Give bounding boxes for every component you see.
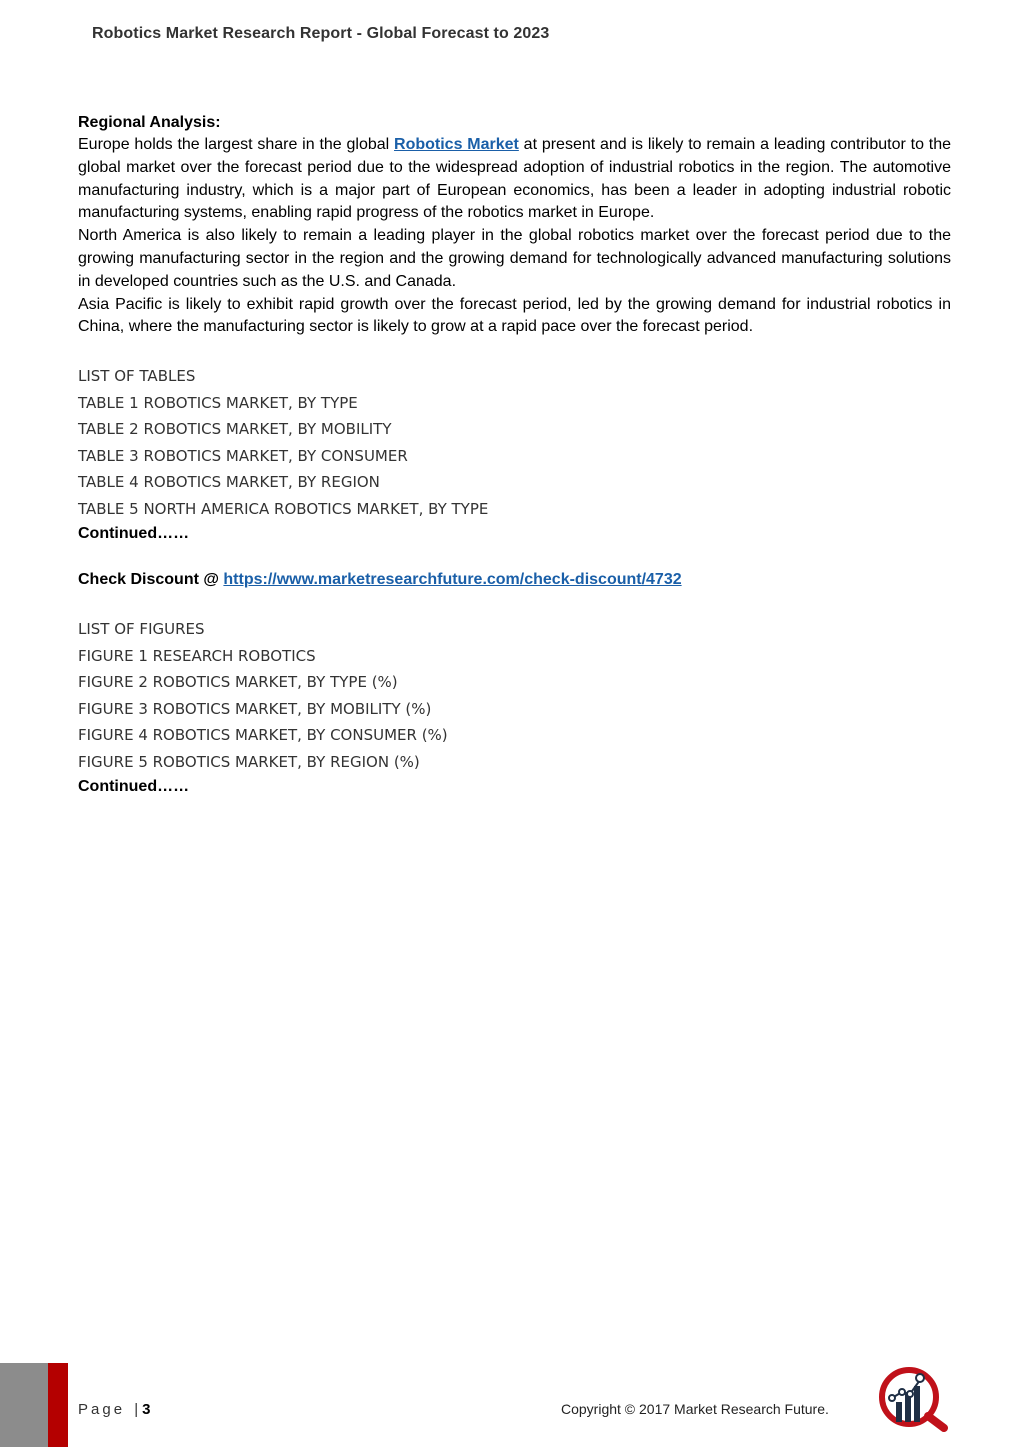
figure-list-item: FIGURE 3 ROBOTICS MARKET, BY MOBILITY (%): [78, 699, 432, 718]
table-list-item: TABLE 2 ROBOTICS MARKET, BY MOBILITY: [78, 420, 392, 439]
page-word: Page: [78, 1401, 126, 1418]
north-america-paragraph: North America is also likely to remain a leading player in the global robotics market over the forecast period due to the growing manufacturing sector in the region and the growing demand for technologically advanced manufacturing solutions in developed countries such as the U.S. and Canada.: [78, 227, 951, 290]
list-of-figures-heading: LIST OF FIGURES: [78, 620, 205, 639]
table-list-item: TABLE 3 ROBOTICS MARKET, BY CONSUMER: [78, 446, 408, 465]
figure-list-item: FIGURE 4 ROBOTICS MARKET, BY CONSUMER (%): [78, 726, 448, 745]
figure-list-item: FIGURE 1 RESEARCH ROBOTICS: [78, 646, 316, 665]
report-header-title: Robotics Market Research Report - Global Forecast to 2023: [92, 25, 550, 42]
regional-analysis-section: [78, 112, 951, 339]
asia-pacific-paragraph: Asia Pacific is likely to exhibit rapid growth over the forecast period, led by the growing demand for industrial robotics in China, where the manufacturing sector is likely to grow at a rapid pace over the forecast period.: [78, 295, 951, 336]
market-research-future-logo-icon: [876, 1364, 952, 1432]
copyright-notice: Copyright © 2017 Market Research Future.: [561, 1401, 829, 1417]
page-separator: |: [134, 1401, 139, 1418]
europe-paragraph: [78, 134, 951, 225]
check-discount-link[interactable]: https://www.marketresearchfuture.com/check-discount/4732: [223, 571, 682, 589]
figures-continued-label: Continued……: [78, 778, 190, 796]
list-of-figures: [78, 616, 951, 799]
europe-text-end: at present and is likely to remain a leading contributor to the global market over the forecast period due to the widespread adoption of industrial robotics in the region. The automotive manufacturing industry, which is a major part of European economics, has been a leader in adopting industrial robotic manufacturing systems, enabling rapid progress of the robotics market in Europe.: [78, 136, 952, 222]
check-discount-label: Check Discount @: [78, 571, 224, 589]
europe-text-start: Europe holds the largest share in the global: [78, 136, 395, 153]
footer-gray-bar: [0, 1363, 48, 1447]
page-number-label: [78, 1401, 150, 1418]
footer-red-bar: [48, 1363, 68, 1447]
check-discount-line: [78, 568, 951, 592]
regional-analysis-heading: Regional Analysis:: [78, 114, 221, 131]
figure-list-item: FIGURE 2 ROBOTICS MARKET, BY TYPE (%): [78, 673, 398, 692]
figure-list-item: FIGURE 5 ROBOTICS MARKET, BY REGION (%): [78, 752, 420, 771]
table-list-item: TABLE 5 NORTH AMERICA ROBOTICS MARKET, BY TYPE: [78, 499, 489, 518]
list-of-tables: [78, 363, 951, 546]
page-content: [78, 112, 951, 799]
table-list-item: TABLE 4 ROBOTICS MARKET, BY REGION: [78, 473, 380, 492]
page-number: 3: [142, 1401, 151, 1418]
list-of-tables-heading: LIST OF TABLES: [78, 367, 196, 386]
table-list-item: TABLE 1 ROBOTICS MARKET, BY TYPE: [78, 393, 358, 412]
tables-continued-label: Continued……: [78, 525, 190, 543]
robotics-market-link[interactable]: Robotics Market: [394, 136, 519, 153]
